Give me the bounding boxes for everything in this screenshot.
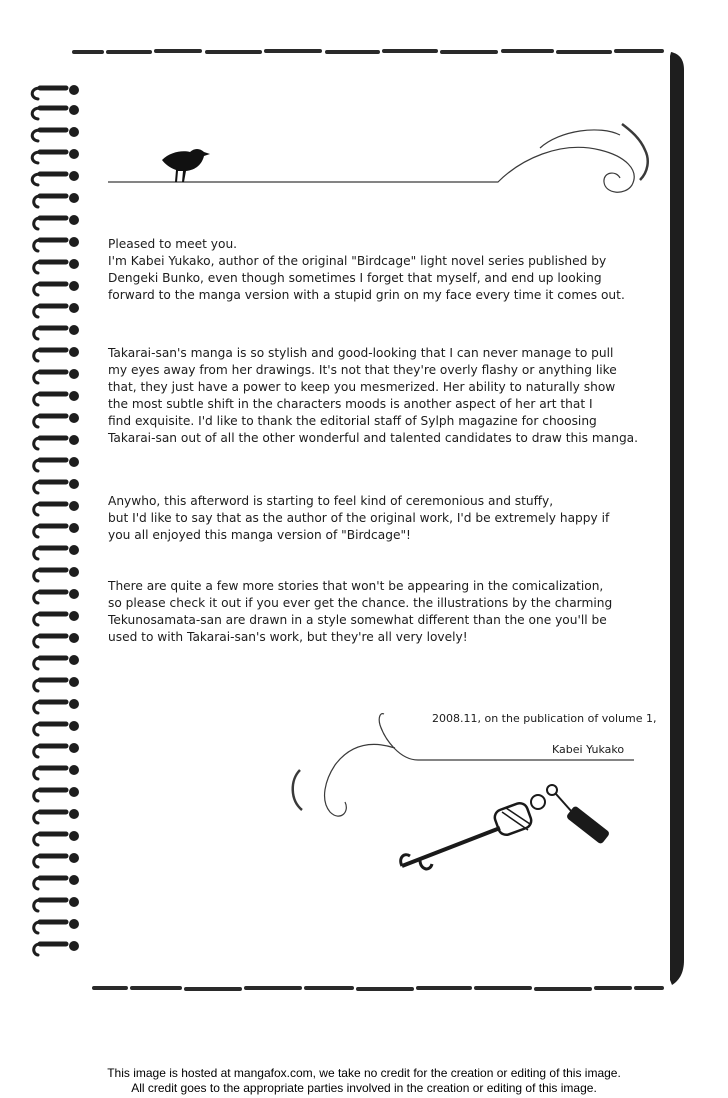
afterword-paragraph-4: There are quite a few more stories that won't be appearing in the comicalization, so please check it out if you ever get the chance. the illustrations by the charming Tekunosamata-san are drawn in a style somewhat different than the one you'll be used to with Takarai-san's work, but they're all very lovely!	[108, 579, 613, 644]
birdcage-key-icon	[401, 785, 610, 869]
credit-line-1: This image is hosted at mangafox.com, we take no credit for the creation or editing of this image.	[107, 1066, 621, 1080]
afterword-paragraph-3: Anywho, this afterword is starting to feel kind of ceremonious and stuffy, but I'd like to say that as the author of the original work, I'd be extremely happy if you all enjoyed this manga version of "Birdcage"!	[108, 494, 610, 542]
hosting-credit	[0, 1066, 728, 1096]
author-signature: Kabei Yukako	[552, 743, 625, 756]
bird-icon	[162, 149, 210, 182]
credit-line-2: All credit goes to the appropriate parties involved in the creation or editing of this image.	[131, 1081, 597, 1095]
date-line: 2008.11, on the publication of volume 1,	[432, 712, 657, 725]
afterword-paragraph-1: Pleased to meet you. I'm Kabei Yukako, author of the original "Birdcage" light novel series published by Dengeki Bunko, even though sometimes I forget that myself, and end up looking forward to the manga version with a stupid grin on my face every time it comes out.	[108, 237, 625, 302]
spiral-binding-icon	[32, 88, 66, 955]
afterword-paragraph-2: Takarai-san's manga is so stylish and good-looking that I can never manage to pull my eyes away from her drawings. It's not that they're overly flashy or anything like that, they just have a power to keep you mesmerized. Her ability to naturally show the most subtle shift in the characters moods is another aspect of her art that I find exquisite. I'd like to thank the editorial staff of Sylph magazine for choosing Takarai-san out of all the other wonderful and talented candidates to draw this manga.	[108, 346, 639, 445]
